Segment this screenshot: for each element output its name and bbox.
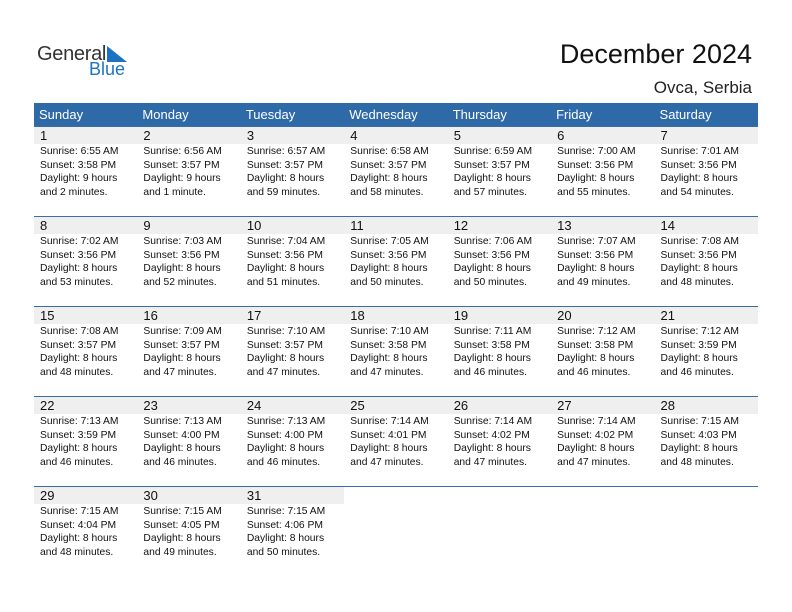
day-sun-info	[40, 145, 118, 199]
calendar-day-cell	[655, 397, 758, 485]
daylight-hours: Daylight: 8 hours	[453, 263, 531, 274]
daylight-minutes: and 52 minutes.	[143, 276, 217, 288]
sunrise-time: Sunrise: 7:05 AM	[350, 236, 429, 247]
day-sun-info	[247, 235, 325, 289]
weekday-header-cell: Sunday	[39, 107, 84, 122]
calendar-day-cell	[34, 397, 137, 485]
day-number: 20	[557, 308, 572, 323]
logo-text-blue: Blue	[89, 59, 126, 79]
day-sun-info	[454, 235, 532, 289]
daylight-minutes: and 47 minutes.	[453, 456, 527, 468]
daylight-hours: Daylight: 8 hours	[660, 263, 738, 274]
sunset-time: Sunset: 4:04 PM	[40, 519, 117, 531]
weekday-header	[34, 103, 758, 126]
daylight-minutes: and 58 minutes.	[350, 186, 424, 198]
day-sun-info	[40, 235, 118, 289]
calendar-day-cell	[344, 127, 447, 215]
sunrise-time: Sunrise: 7:08 AM	[660, 236, 739, 247]
sunset-time: Sunset: 4:05 PM	[143, 519, 220, 531]
daylight-hours: Daylight: 8 hours	[246, 353, 325, 364]
daylight-hours: Daylight: 8 hours	[557, 443, 635, 454]
daylight-minutes: and 46 minutes.	[660, 366, 734, 378]
sunrise-time: Sunrise: 7:14 AM	[453, 416, 533, 427]
day-number: 10	[246, 218, 262, 233]
daylight-minutes: and 50 minutes.	[246, 546, 321, 558]
sunrise-time: Sunrise: 7:00 AM	[557, 146, 636, 157]
daylight-minutes: and 54 minutes.	[660, 186, 734, 198]
day-sun-info	[454, 325, 532, 379]
day-number: 17	[246, 308, 262, 323]
sunrise-time: Sunrise: 7:01 AM	[660, 146, 739, 157]
daylight-hours: Daylight: 8 hours	[143, 443, 221, 454]
day-number: 15	[40, 308, 55, 323]
sunrise-time: Sunrise: 7:12 AM	[557, 326, 636, 337]
sunset-time: Sunset: 3:58 PM	[350, 339, 427, 351]
daylight-hours: Daylight: 8 hours	[660, 173, 738, 184]
sunrise-time: Sunrise: 7:13 AM	[246, 416, 326, 427]
day-number-band	[34, 127, 137, 144]
daylight-minutes: and 48 minutes.	[660, 276, 734, 288]
sunset-time: Sunset: 4:06 PM	[246, 519, 323, 531]
calendar-day-cell	[137, 307, 240, 395]
day-number: 9	[143, 218, 151, 233]
daylight-hours: Daylight: 8 hours	[40, 263, 118, 274]
calendar-day-cell	[448, 307, 551, 395]
sunrise-time: Sunrise: 7:02 AM	[40, 236, 119, 247]
daylight-hours: Daylight: 8 hours	[40, 443, 118, 454]
sunset-time: Sunset: 3:59 PM	[660, 339, 737, 351]
daylight-hours: Daylight: 8 hours	[143, 353, 221, 364]
calendar-day-cell	[241, 217, 344, 305]
weekday-header-cell: Saturday	[659, 107, 712, 122]
day-sun-info	[350, 235, 428, 289]
day-sun-info	[661, 325, 739, 379]
sunrise-time: Sunrise: 7:14 AM	[557, 416, 636, 427]
sunrise-time: Sunrise: 7:06 AM	[453, 236, 533, 247]
sunset-time: Sunset: 3:58 PM	[557, 339, 634, 351]
day-number: 14	[660, 218, 675, 233]
daylight-hours: Daylight: 8 hours	[246, 173, 325, 184]
daylight-minutes: and 46 minutes.	[453, 366, 527, 378]
day-sun-info	[557, 145, 635, 199]
sunset-time: Sunset: 3:58 PM	[453, 339, 530, 351]
weekday-header-cell: Thursday	[452, 107, 507, 122]
sunrise-time: Sunrise: 7:15 AM	[246, 506, 326, 517]
daylight-minutes: and 46 minutes.	[246, 456, 321, 468]
calendar-week-row	[34, 306, 758, 395]
calendar-day-cell	[655, 217, 758, 305]
day-number-band	[344, 127, 447, 144]
daylight-hours: Daylight: 8 hours	[40, 533, 118, 544]
daylight-minutes: and 47 minutes.	[350, 366, 424, 378]
calendar-day-cell	[137, 217, 240, 305]
day-number: 5	[453, 128, 461, 143]
calendar-empty-cell	[551, 487, 654, 575]
day-sun-info	[40, 325, 118, 379]
calendar-day-cell	[448, 397, 551, 485]
daylight-minutes: and 46 minutes.	[143, 456, 217, 468]
day-number: 27	[557, 398, 572, 413]
day-sun-info	[350, 415, 428, 469]
sunrise-time: Sunrise: 7:10 AM	[350, 326, 429, 337]
day-sun-info	[247, 145, 325, 199]
day-number: 13	[557, 218, 572, 233]
daylight-hours: Daylight: 8 hours	[246, 443, 325, 454]
day-number-band	[137, 127, 240, 144]
daylight-hours: Daylight: 9 hours	[40, 173, 118, 184]
sunset-time: Sunset: 3:56 PM	[350, 249, 427, 261]
sunset-time: Sunset: 4:02 PM	[453, 429, 530, 441]
generalblue-logo	[37, 42, 137, 82]
calendar-week-row	[34, 126, 758, 215]
calendar-day-cell	[241, 127, 344, 215]
sunset-time: Sunset: 3:56 PM	[660, 159, 737, 171]
calendar-title: December 2024	[559, 39, 752, 69]
day-sun-info	[143, 415, 221, 469]
day-number: 8	[40, 218, 48, 233]
day-number-band	[137, 217, 240, 234]
calendar-day-cell	[551, 217, 654, 305]
daylight-hours: Daylight: 8 hours	[143, 263, 221, 274]
calendar-week-row	[34, 486, 758, 575]
day-sun-info	[40, 415, 118, 469]
calendar-day-cell	[551, 307, 654, 395]
day-number: 25	[350, 398, 365, 413]
day-sun-info	[661, 415, 739, 469]
day-sun-info	[143, 325, 221, 379]
day-sun-info	[247, 325, 325, 379]
day-sun-info	[143, 145, 221, 199]
day-sun-info	[454, 145, 532, 199]
day-number: 16	[143, 308, 158, 323]
day-sun-info	[454, 415, 532, 469]
sunrise-time: Sunrise: 7:15 AM	[660, 416, 739, 427]
daylight-hours: Daylight: 8 hours	[453, 353, 531, 364]
sunset-time: Sunset: 3:57 PM	[143, 159, 220, 171]
day-number: 23	[143, 398, 158, 413]
calendar-day-cell	[34, 127, 137, 215]
sunset-time: Sunset: 3:57 PM	[40, 339, 117, 351]
sunrise-time: Sunrise: 7:10 AM	[246, 326, 326, 337]
day-sun-info	[247, 505, 325, 559]
sunset-time: Sunset: 4:00 PM	[246, 429, 323, 441]
daylight-minutes: and 47 minutes.	[246, 366, 321, 378]
sunset-time: Sunset: 3:57 PM	[143, 339, 220, 351]
daylight-minutes: and 48 minutes.	[40, 546, 114, 558]
calendar-day-cell	[344, 307, 447, 395]
day-number: 26	[453, 398, 469, 413]
sunset-time: Sunset: 4:01 PM	[350, 429, 427, 441]
sunrise-time: Sunrise: 6:56 AM	[143, 146, 222, 157]
day-sun-info	[661, 235, 739, 289]
daylight-hours: Daylight: 8 hours	[453, 173, 531, 184]
daylight-minutes: and 1 minute.	[143, 186, 206, 198]
daylight-hours: Daylight: 8 hours	[350, 263, 428, 274]
calendar-day-cell	[241, 397, 344, 485]
sunset-time: Sunset: 3:57 PM	[246, 339, 323, 351]
calendar-week-row	[34, 396, 758, 485]
day-number: 12	[453, 218, 469, 233]
daylight-hours: Daylight: 8 hours	[40, 353, 118, 364]
sunrise-time: Sunrise: 7:07 AM	[557, 236, 636, 247]
daylight-hours: Daylight: 8 hours	[557, 173, 635, 184]
day-number: 19	[453, 308, 469, 323]
day-number: 24	[246, 398, 262, 413]
day-number: 1	[40, 128, 48, 143]
day-number: 31	[246, 488, 262, 503]
calendar-day-cell	[344, 217, 447, 305]
sunrise-time: Sunrise: 7:13 AM	[40, 416, 119, 427]
daylight-hours: Daylight: 8 hours	[660, 443, 738, 454]
daylight-hours: Daylight: 8 hours	[350, 353, 428, 364]
sunrise-time: Sunrise: 6:57 AM	[246, 146, 326, 157]
weekday-header-cell: Tuesday	[245, 107, 296, 122]
daylight-hours: Daylight: 8 hours	[246, 263, 325, 274]
sunrise-time: Sunrise: 6:55 AM	[40, 146, 119, 157]
sunset-time: Sunset: 3:56 PM	[143, 249, 220, 261]
calendar-day-cell	[551, 127, 654, 215]
daylight-minutes: and 46 minutes.	[557, 366, 631, 378]
daylight-hours: Daylight: 8 hours	[557, 353, 635, 364]
day-number: 6	[557, 128, 565, 143]
weekday-header-cell: Monday	[142, 107, 189, 122]
day-sun-info	[661, 145, 739, 199]
sunrise-time: Sunrise: 6:58 AM	[350, 146, 429, 157]
calendar-empty-cell	[344, 487, 447, 575]
sunset-time: Sunset: 3:57 PM	[453, 159, 530, 171]
sunset-time: Sunset: 3:56 PM	[557, 249, 634, 261]
calendar-empty-cell	[655, 487, 758, 575]
sunrise-time: Sunrise: 7:09 AM	[143, 326, 222, 337]
daylight-minutes: and 59 minutes.	[246, 186, 321, 198]
day-sun-info	[350, 145, 428, 199]
daylight-minutes: and 49 minutes.	[557, 276, 631, 288]
calendar-day-cell	[344, 397, 447, 485]
day-number: 11	[350, 218, 364, 233]
day-sun-info	[40, 505, 118, 559]
day-number-band	[34, 217, 137, 234]
sunrise-time: Sunrise: 7:13 AM	[143, 416, 222, 427]
sunset-time: Sunset: 3:58 PM	[40, 159, 117, 171]
daylight-minutes: and 51 minutes.	[246, 276, 321, 288]
calendar-day-cell	[34, 487, 137, 575]
day-sun-info	[557, 235, 635, 289]
sunset-time: Sunset: 3:59 PM	[40, 429, 117, 441]
sunrise-time: Sunrise: 7:08 AM	[40, 326, 119, 337]
day-number: 2	[143, 128, 151, 143]
day-sun-info	[143, 235, 221, 289]
daylight-hours: Daylight: 8 hours	[557, 263, 635, 274]
weekday-header-cell: Friday	[556, 107, 593, 122]
calendar-location: Ovca, Serbia	[653, 78, 752, 97]
sunset-time: Sunset: 3:56 PM	[246, 249, 323, 261]
day-number: 29	[40, 488, 55, 503]
day-number: 30	[143, 488, 158, 503]
daylight-hours: Daylight: 8 hours	[246, 533, 325, 544]
day-number-band	[655, 127, 758, 144]
sunset-time: Sunset: 3:57 PM	[350, 159, 427, 171]
calendar-day-cell	[448, 217, 551, 305]
calendar-empty-cell	[448, 487, 551, 575]
sunrise-time: Sunrise: 7:04 AM	[246, 236, 326, 247]
day-number: 4	[350, 128, 358, 143]
daylight-hours: Daylight: 8 hours	[143, 533, 221, 544]
day-sun-info	[350, 325, 428, 379]
day-number: 28	[660, 398, 675, 413]
calendar-day-cell	[241, 487, 344, 575]
calendar-day-cell	[34, 217, 137, 305]
day-number: 7	[660, 128, 668, 143]
sunset-time: Sunset: 3:56 PM	[660, 249, 737, 261]
day-sun-info	[143, 505, 221, 559]
daylight-minutes: and 2 minutes.	[40, 186, 108, 198]
sunset-time: Sunset: 4:00 PM	[143, 429, 220, 441]
day-sun-info	[557, 325, 635, 379]
sunrise-time: Sunrise: 7:03 AM	[143, 236, 222, 247]
daylight-minutes: and 47 minutes.	[350, 456, 424, 468]
logo-text-general: General	[37, 43, 107, 65]
daylight-minutes: and 47 minutes.	[143, 366, 217, 378]
daylight-hours: Daylight: 8 hours	[453, 443, 531, 454]
daylight-hours: Daylight: 8 hours	[660, 353, 738, 364]
day-number-band	[551, 127, 654, 144]
daylight-hours: Daylight: 8 hours	[350, 173, 428, 184]
sunrise-time: Sunrise: 7:15 AM	[40, 506, 119, 517]
day-number: 3	[246, 128, 255, 143]
sunrise-time: Sunrise: 7:15 AM	[143, 506, 222, 517]
day-number: 21	[660, 308, 675, 323]
sunset-time: Sunset: 3:56 PM	[40, 249, 117, 261]
day-number-band	[448, 127, 551, 144]
calendar-day-cell	[241, 307, 344, 395]
calendar-day-cell	[448, 127, 551, 215]
daylight-minutes: and 50 minutes.	[453, 276, 527, 288]
sunset-time: Sunset: 4:02 PM	[557, 429, 634, 441]
weekday-header-cell: Wednesday	[349, 107, 418, 122]
sunrise-time: Sunrise: 6:59 AM	[453, 146, 533, 157]
calendar-day-cell	[137, 397, 240, 485]
calendar-day-cell	[137, 487, 240, 575]
sunset-time: Sunset: 3:56 PM	[453, 249, 530, 261]
daylight-hours: Daylight: 9 hours	[143, 173, 221, 184]
calendar-day-cell	[137, 127, 240, 215]
sunrise-time: Sunrise: 7:12 AM	[660, 326, 739, 337]
day-number-band	[241, 127, 344, 144]
calendar-day-cell	[655, 127, 758, 215]
day-sun-info	[247, 415, 325, 469]
calendar-day-cell	[34, 307, 137, 395]
daylight-minutes: and 53 minutes.	[40, 276, 114, 288]
daylight-minutes: and 47 minutes.	[557, 456, 631, 468]
daylight-minutes: and 50 minutes.	[350, 276, 424, 288]
sunrise-time: Sunrise: 7:14 AM	[350, 416, 429, 427]
daylight-minutes: and 48 minutes.	[40, 366, 114, 378]
daylight-minutes: and 49 minutes.	[143, 546, 217, 558]
day-sun-info	[557, 415, 635, 469]
daylight-minutes: and 57 minutes.	[453, 186, 527, 198]
sunset-time: Sunset: 4:03 PM	[660, 429, 737, 441]
day-number: 22	[40, 398, 55, 413]
daylight-minutes: and 46 minutes.	[40, 456, 114, 468]
calendar-week-row	[34, 216, 758, 305]
daylight-minutes: and 48 minutes.	[660, 456, 734, 468]
sunset-time: Sunset: 3:57 PM	[246, 159, 323, 171]
calendar-day-cell	[655, 307, 758, 395]
daylight-hours: Daylight: 8 hours	[350, 443, 428, 454]
day-number: 18	[350, 308, 365, 323]
daylight-minutes: and 55 minutes.	[557, 186, 631, 198]
sunset-time: Sunset: 3:56 PM	[557, 159, 634, 171]
sunrise-time: Sunrise: 7:11 AM	[453, 326, 532, 337]
calendar-day-cell	[551, 397, 654, 485]
